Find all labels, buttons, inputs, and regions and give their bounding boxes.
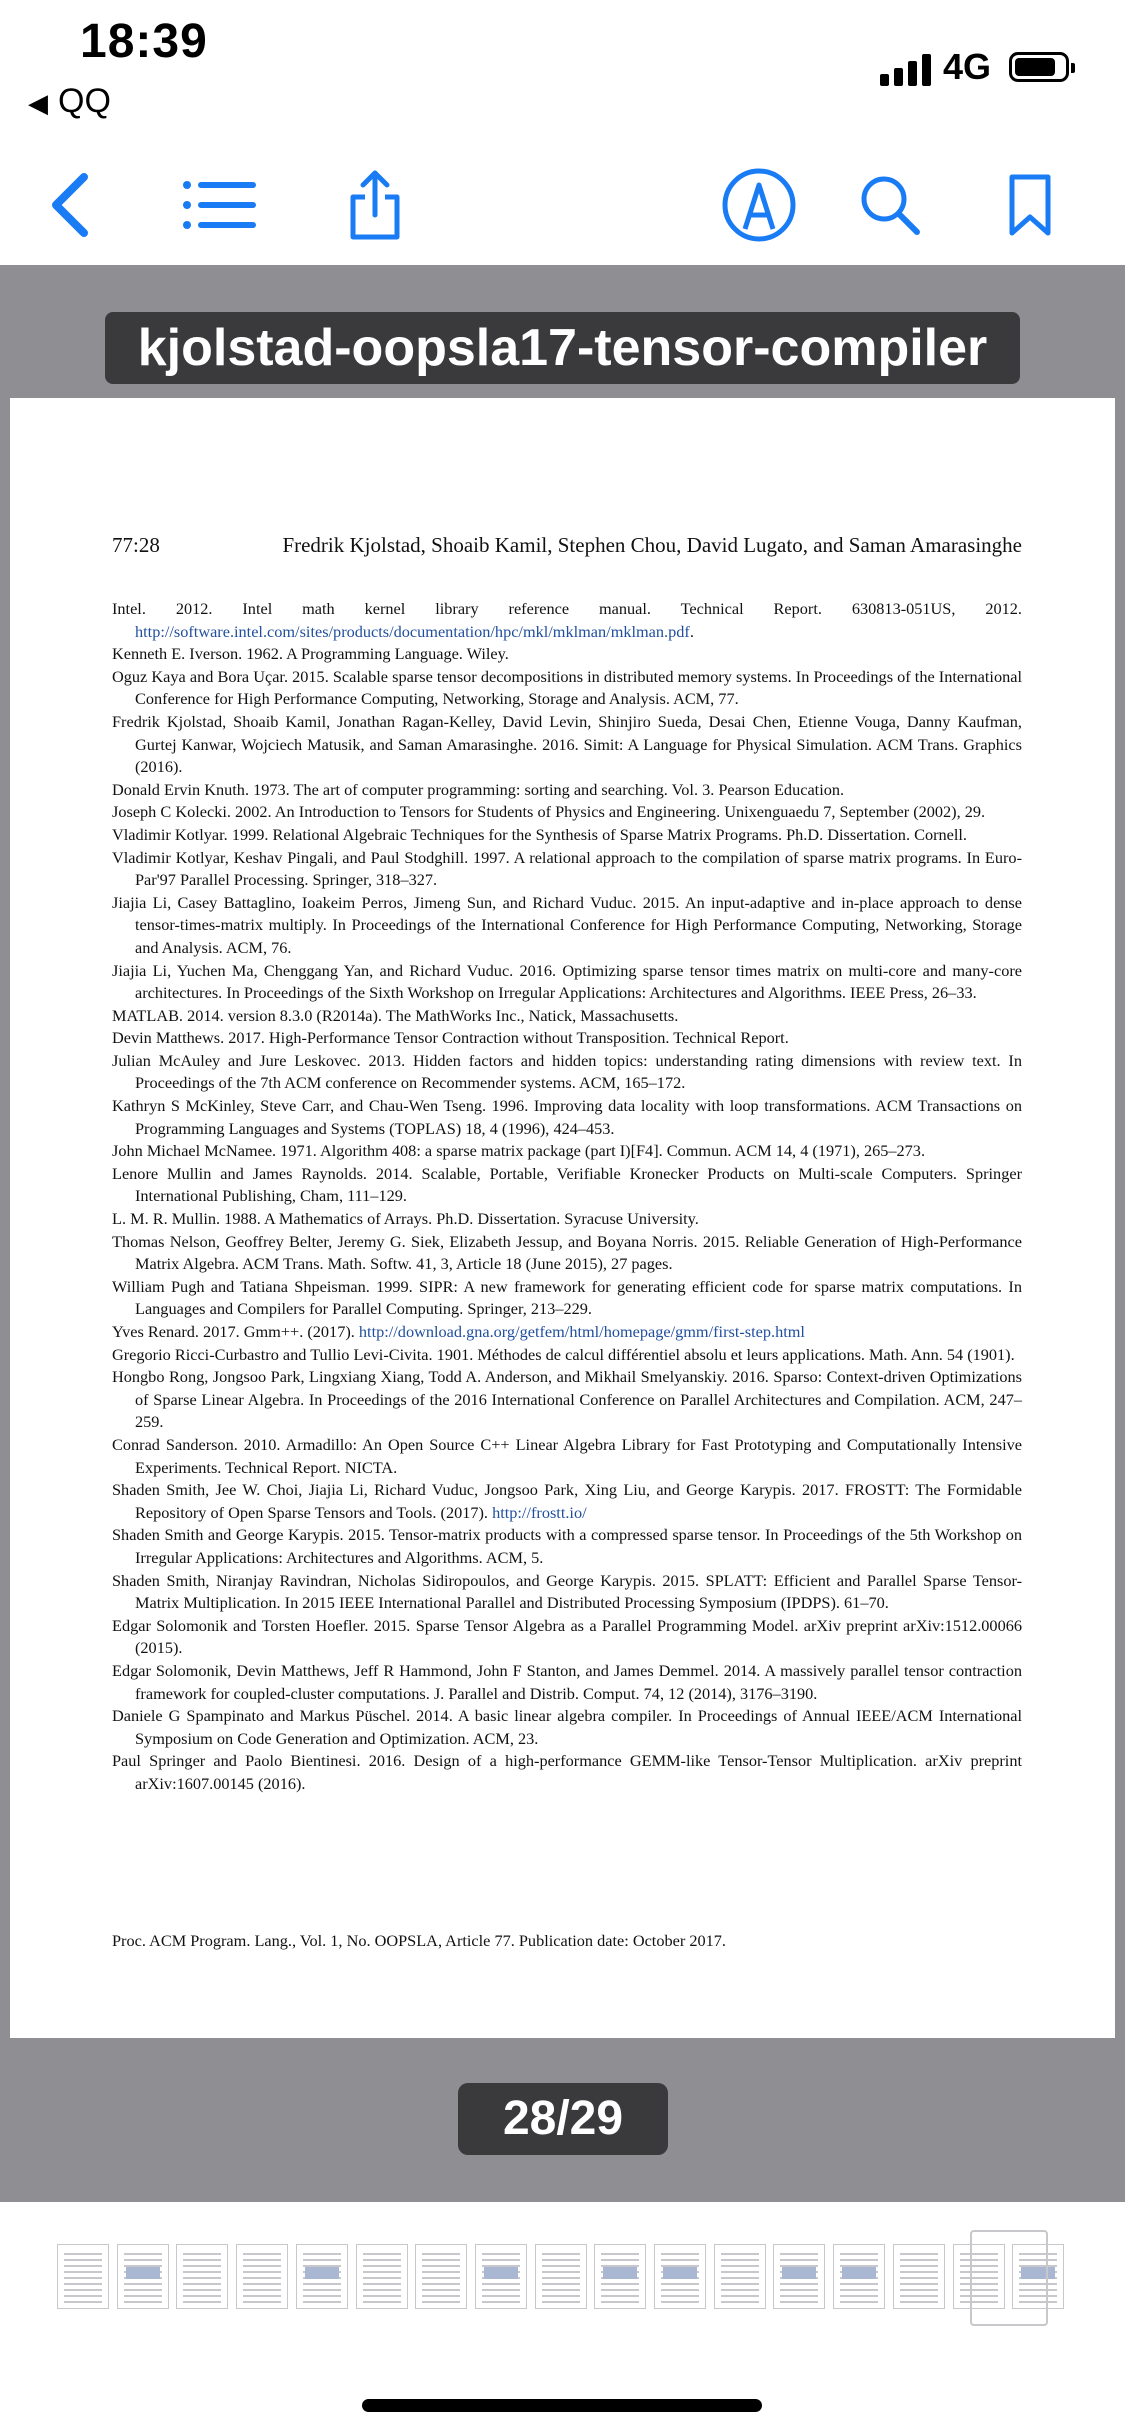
reference-entry [112,1276,1022,1321]
reference-text: Jiajia Li, Casey Battaglino, Ioakeim Perros, Jimeng Sun, and Richard Vuduc. 2015. An input-adaptive and in-place approach to dense tensor-times-matrix multiply. In Proceedings of the International Conference for High Performance Computing, Networking, Storage and Analysis. ACM, 76. [112,892,1022,957]
markup-pen-icon [721,167,797,243]
reference-entry [112,779,1022,802]
reference-text: Vladimir Kotlyar. 1999. Relational Algebraic Techniques for the Synthesis of Sparse Matrix Programs. Ph.D. Dissertation. Cornell. [112,824,967,844]
reference-text: Yves Renard. 2017. Gmm++. (2017). [112,1322,359,1341]
reference-text: Intel. 2012. Intel math kernel library reference manual. Technical Report. 630813-051US, 2012. [112,599,1022,618]
reference-entry [112,1434,1022,1479]
reference-text: William Pugh and Tatiana Shpeisman. 1999. SIPR: A new framework for generating efficient code for sparse matrix computations. In Languages and Compilers for Parallel Computing. Springer, 213–229. [112,1276,1022,1319]
reference-text: Gregorio Ricci-Curbastro and Tullio Levi-Civita. 1901. Méthodes de calcul différentiel absolu et leurs applications. Math. Ann. 54 (1901). [112,1344,1015,1364]
reference-entry [112,666,1022,711]
page-thumbnail[interactable] [893,2244,945,2309]
reference-text: Shaden Smith, Niranjay Ravindran, Nicholas Sidiropoulos, and George Karypis. 2015. SPLATT: Efficient and Parallel Sparse Tensor-Matrix Multiplication. In 2015 IEEE International Parallel and Distributed Processing Symposium (IPDPS). 61–70. [112,1570,1022,1613]
reference-text: MATLAB. 2014. version 8.3.0 (R2014a). The MathWorks Inc., Natick, Massachusetts. [112,1005,679,1025]
page-number-label: 77:28 [112,533,160,557]
pdf-page[interactable] [10,398,1115,2038]
page-thumbnail[interactable] [594,2244,646,2309]
reference-text: Julian McAuley and Jure Leskovec. 2013. Hidden factors and hidden topics: understanding rating dimensions with review text. In Proceedings of the 7th ACM conference on Recommender systems. ACM, 165–172. [112,1050,1022,1093]
reference-text: Fredrik Kjolstad, Shoaib Kamil, Jonathan Ragan-Kelley, David Levin, Shinjiro Sueda, Desai Chen, Etienne Vouga, Danny Kaufman, Gurtej Kanwar, Wojciech Matusik, and Saman Amarasinghe. 2016. Simit: A Language for Physical Simulation. ACM Trans. Graphics (2016). [112,711,1022,777]
reference-text: Edgar Solomonik, Devin Matthews, Jeff R Hammond, John F Stanton, and James Demmel. 2014. A massively parallel tensor contraction framework for coupled-cluster computations. J. Parallel and Distrib. Comput. 74, 12 (2014), 3176–3190. [112,1660,1022,1703]
reference-text: Kenneth E. Iverson. 1962. A Programming Language. Wiley. [112,644,509,664]
reference-entry [112,1570,1022,1615]
reference-text: Conrad Sanderson. 2010. Armadillo: An Open Source C++ Linear Algebra Library for Fast Prototyping and Computationally Intensive Experiments. Technical Report. NICTA. [112,1434,1022,1477]
search-button[interactable] [850,165,930,245]
page-thumbnail[interactable] [415,2244,467,2309]
page-thumbnail[interactable] [475,2244,527,2309]
page-indicator: 28/29 [458,2083,668,2155]
markup-button[interactable] [719,165,799,245]
reference-text: Joseph C Kolecki. 2002. An Introduction to Tensors for Students of Physics and Engineering. Unixenguaedu 7, September (2002), 29. [112,802,986,822]
reference-entry [112,1705,1022,1750]
reference-entry [112,1321,1022,1344]
reference-entry [112,1163,1022,1208]
reference-entry [112,801,1022,824]
reference-link[interactable]: http://software.intel.com/sites/products/documentation/hpc/mkl/mklman/mklman.pdf [135,621,690,641]
reference-entry [112,711,1022,779]
reference-tail: . [689,621,694,641]
bookmark-icon [1008,173,1052,237]
reference-text: Lenore Mullin and James Raynolds. 2014. Scalable, Portable, Verifiable Kronecker Products on Multi-scale Computers. Springer International Publishing, Cham, 111–129. [112,1163,1022,1206]
reference-text: Thomas Nelson, Geoffrey Belter, Jeremy G. Siek, Elizabeth Jessup, and Boyana Norris. 2015. Reliable Generation of High-Performance Matrix Algebra. ACM Trans. Math. Softw. 41, 3, Article 18 (June 2015), 27 pages. [112,1231,1022,1274]
reference-text: Shaden Smith, Jee W. Choi, Jiajia Li, Richard Vuduc, Jongsoo Park, Xing Liu, and George Karypis. 2017. FROSTT: The Formidable Repository of Open Sparse Tensors and Tools. (2017). [112,1480,1022,1522]
page-thumbnail[interactable] [236,2244,288,2309]
page-thumbnail[interactable] [535,2244,587,2309]
reference-link[interactable]: http://frostt.io/ [492,1502,587,1522]
reference-entry [112,847,1022,892]
reference-text: Jiajia Li, Yuchen Ma, Chenggang Yan, and Richard Vuduc. 2016. Optimizing sparse tensor times matrix on multi-core and many-core architectures. In Proceedings of the Sixth Workshop on Irregular Applications: Architectures and Algorithms. IEEE Press, 26–33. [112,960,1022,1003]
reference-entry [112,1095,1022,1140]
reference-entry [112,1615,1022,1660]
page-thumbnail[interactable] [296,2244,348,2309]
reference-text: Vladimir Kotlyar, Keshav Pingali, and Paul Stodghill. 1997. A relational approach to the compilation of sparse matrix programs. In Euro-Par'97 Parallel Processing. Springer, 318–327. [112,847,1022,890]
page-thumbnail[interactable] [654,2244,706,2309]
battery-icon [1009,52,1069,82]
reference-text: Shaden Smith and George Karypis. 2015. Tensor-matrix products with a compressed sparse tensor. In Proceedings of the 5th Workshop on Irregular Applications: Architectures and Algorithms. ACM, 5. [112,1525,1022,1567]
status-bar [0,0,1125,140]
toolbar [0,140,1125,265]
reference-entry [112,1524,1022,1569]
search-icon [859,174,921,236]
reference-entry [112,1660,1022,1705]
page-thumbnail[interactable] [714,2244,766,2309]
reference-entry [112,1750,1022,1795]
reference-entry [112,1231,1022,1276]
reference-text: Edgar Solomonik and Torsten Hoefler. 2015. Sparse Tensor Algebra as a Parallel Programming Model. arXiv preprint arXiv:1512.00066 (2015). [112,1615,1022,1658]
reference-text: John Michael McNamee. 1971. Algorithm 408: a sparse matrix package (part I)[F4]. Commun. ACM 14, 4 (1971), 265–273. [112,1141,926,1161]
page-thumbnail[interactable] [176,2244,228,2309]
reference-entry [112,960,1022,1005]
reference-text: Hongbo Rong, Jongsoo Park, Lingxiang Xiang, Todd A. Anderson, and Mikhail Smelyanskiy. 2016. Sparso: Context-driven Optimizations of Sparse Linear Algebra. In Proceedings of the 2016 International Conference on Parallel Architectures and Compilation. ACM, 247–259. [112,1367,1022,1432]
reference-text: Donald Ervin Knuth. 1973. The art of computer programming: sorting and searching. Vol. 3. Pearson Education. [112,779,845,799]
reference-entry [112,1050,1022,1095]
reference-entry [112,1479,1022,1524]
reference-entry [112,1005,1022,1028]
home-indicator[interactable] [362,2399,762,2412]
page-thumbnail[interactable] [833,2244,885,2309]
references-list [112,598,1022,1795]
page-thumbnail[interactable] [57,2244,109,2309]
reference-text: Paul Springer and Paolo Bientinesi. 2016. Design of a high-performance GEMM-like Tensor-Tensor Multiplication. arXiv preprint arXiv:1607.00145 (2016). [112,1751,1022,1793]
reference-entry [112,1344,1022,1367]
back-button[interactable] [30,165,110,245]
reference-text: Kathryn S McKinley, Steve Carr, and Chau-Wen Tseng. 1996. Improving data locality with loop transformations. ACM Transactions on Programming Languages and Systems (TOPLAS) 18, 4 (1996), 424–453. [112,1096,1022,1138]
reference-entry [112,824,1022,847]
reference-entry [112,1208,1022,1231]
back-triangle-icon: ◀ [28,88,48,118]
page-footer: Proc. ACM Program. Lang., Vol. 1, No. OOPSLA, Article 77. Publication date: October 2017. [112,1931,726,1950]
running-head-authors: Fredrik Kjolstad, Shoaib Kamil, Stephen Chou, David Lugato, and Saman Amarasinghe [282,533,1022,557]
back-to-app-link[interactable] [28,82,111,121]
reference-entry [112,1027,1022,1050]
reference-text: L. M. R. Mullin. 1988. A Mathematics of Arrays. Ph.D. Dissertation. Syracuse University. [112,1209,699,1229]
share-button[interactable] [335,165,415,245]
bookmark-button[interactable] [990,165,1070,245]
reference-entry [112,598,1022,643]
reference-text: Oguz Kaya and Bora Uçar. 2015. Scalable sparse tensor decompositions in distributed memory systems. In Proceedings of the International Conference for High Performance Computing, Networking, Storage and Analysis. ACM, 77. [112,666,1022,709]
document-title: kjolstad-oopsla17-tensor-compiler [105,312,1020,384]
reference-entry [112,892,1022,960]
back-chevron-icon [48,173,92,237]
reference-text: Devin Matthews. 2017. High-Performance Tensor Contraction without Transposition. Technical Report. [112,1028,789,1048]
page-thumbnail[interactable] [356,2244,408,2309]
current-page-thumbnail-frame [970,2230,1048,2326]
page-thumbnail[interactable] [773,2244,825,2309]
reference-entry [112,643,1022,666]
running-head [112,533,1022,558]
table-of-contents-button[interactable] [180,165,260,245]
share-icon [347,169,403,241]
reference-text: Daniele G Spampinato and Markus Püschel. 2014. A basic linear algebra compiler. In Proceedings of Annual IEEE/ACM International Symposium on Code Generation and Optimization. ACM, 23. [112,1706,1022,1748]
reference-link[interactable]: http://download.gna.org/getfem/html/homepage/gmm/first-step.html [358,1322,805,1341]
page-thumbnail[interactable] [117,2244,169,2309]
back-app-label: QQ [58,82,111,120]
cellular-signal-icon [880,52,932,86]
clock: 18:39 [80,15,208,68]
list-icon [182,180,258,230]
reference-entry [112,1366,1022,1434]
network-type: 4G [943,46,992,87]
reference-entry [112,1140,1022,1163]
